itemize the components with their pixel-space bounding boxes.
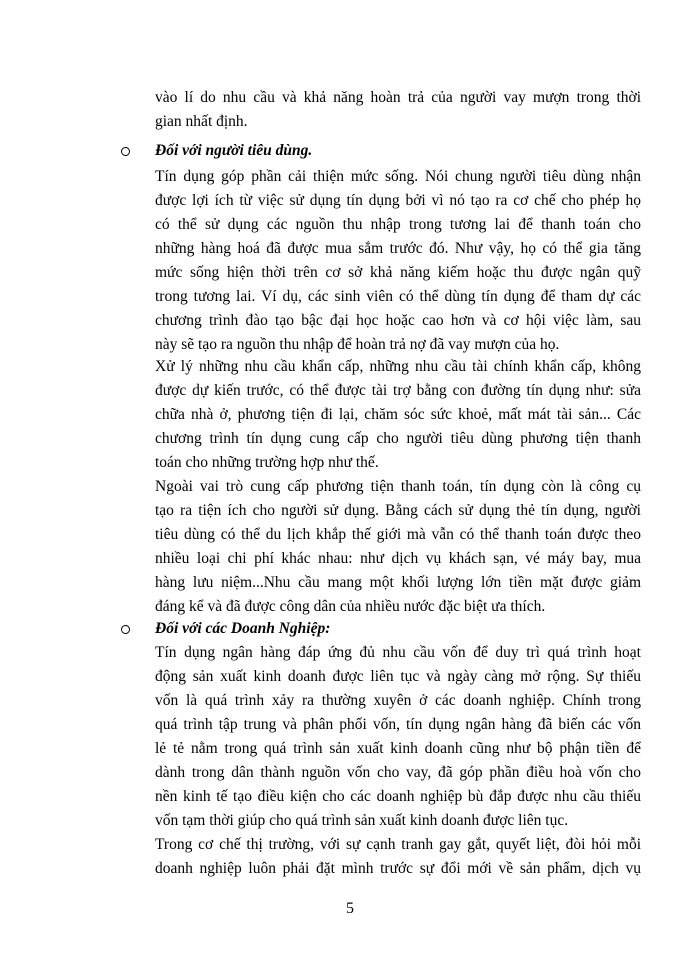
text-line: Tín dụng ngân hàng đáp ứng đủ nhu cầu vốn để duy trì quá trình hoạt xyxy=(155,644,641,661)
text-line: chữa nhà ở, phương tiện đi lại, chăm sóc sức khoẻ, mất mát tài sản... Các xyxy=(155,406,641,423)
text-line: mức sống hiện thời trên cơ sở khả năng kiếm hoặc thu được ngân quỹ xyxy=(155,264,641,281)
text-line: vốn là quá trình xảy ra thường xuyên ở các doanh nghiệp. Chính trong xyxy=(155,692,641,709)
text-line: đáng kể và đã được công dân của nhiều nước đặc biệt ưa thích. xyxy=(155,598,546,615)
text-line: hàng lưu niệm...Nhu cầu mang một khối lượng lớn tiền mặt được giảm xyxy=(155,574,641,591)
text-line: dành trong dân thành nguồn vốn cho vay, đã góp phần điều hoà vốn cho xyxy=(155,764,641,781)
text-line: quá trình tập trung và phân phối vốn, tín dụng ngân hàng đã biến các vốn xyxy=(155,716,641,733)
text-line: những hàng hoá đã được mua sắm trước đó. Như vậy, họ có thể gia tăng xyxy=(155,240,641,257)
section-heading: Đối với các Doanh Nghiệp: xyxy=(155,620,331,637)
section-heading: Đối với người tiêu dùng. xyxy=(155,142,313,159)
text-line: Trong cơ chế thị trường, với sự cạnh tranh gay gắt, quyết liệt, đòi hỏi mỗi xyxy=(155,836,641,853)
text-line: chương trình đào tạo bậc đại học hoặc cao hơn và cơ hội việc làm, sau xyxy=(155,312,641,329)
text-line: này sẽ tạo ra nguồn thu nhập để hoàn trả nợ đã vay mượn của họ. xyxy=(155,336,560,353)
text-line: chương trình tín dụng cung cấp cho người tiêu dùng phương tiện thanh xyxy=(155,430,641,447)
text-line: động sản xuất kinh doanh được liên tục và ngày càng mở rộng. Sự thiếu xyxy=(155,668,641,685)
text-line: nền kinh tế tạo điều kiện cho các doanh nghiệp bù đắp được nhu cầu thiếu xyxy=(155,788,641,805)
text-line: tiêu dùng có thể du lịch khắp thế giới mà vẫn có thể thanh toán được theo xyxy=(155,526,641,543)
text-line: doanh nghiệp luôn phải đặt mình trước sự đổi mới về sản phẩm, dịch vụ xyxy=(155,860,641,877)
text-line: Xử lý những nhu cầu khẩn cấp, những nhu cầu tài chính khẩn cấp, không xyxy=(155,358,641,375)
text-line: tạo ra tiện ích cho người sử dụng. Bằng cách sử dụng thẻ tín dụng, người xyxy=(155,502,641,519)
text-line: được lợi ích từ việc sử dụng tín dụng bởi vì nó tạo ra cơ chế cho phép họ xyxy=(155,192,641,209)
text-line: được dự kiến trước, có thể được tài trợ bằng con đường tín dụng như: sửa xyxy=(155,382,641,399)
bullet-circle-icon xyxy=(121,625,130,634)
page-number: 5 xyxy=(346,900,354,917)
bullet-circle-icon xyxy=(121,147,130,156)
text-line: Ngoài vai trò cung cấp phương tiện thanh toán, tín dụng còn là công cụ xyxy=(155,478,641,495)
text-line: toán cho những trường hợp như thế. xyxy=(155,454,379,471)
text-line: trong tương lai. Ví dụ, các sinh viên có thể dùng tín dụng để tham dự các xyxy=(155,288,641,305)
text-line: vốn tạm thời giúp cho quá trình sản xuất kinh doanh được liên tục. xyxy=(155,812,569,829)
text-line: gian nhất định. xyxy=(155,113,248,130)
text-line: Tín dụng góp phần cải thiện mức sống. Nói chung người tiêu dùng nhận xyxy=(155,168,641,185)
text-line: nhiều loại chi phí khác nhau: như dịch vụ khách sạn, vé máy bay, mua xyxy=(155,550,641,567)
text-line: có thể sử dụng các nguồn thu nhập trong tương lai để thanh toán cho xyxy=(155,216,641,233)
text-line: vào lí do nhu cầu và khả năng hoàn trả của người vay mượn trong thời xyxy=(155,89,641,106)
text-line: lẻ tẻ nằm trong quá trình sản xuất kinh doanh cũng như bộ phận tiền để xyxy=(155,740,641,757)
